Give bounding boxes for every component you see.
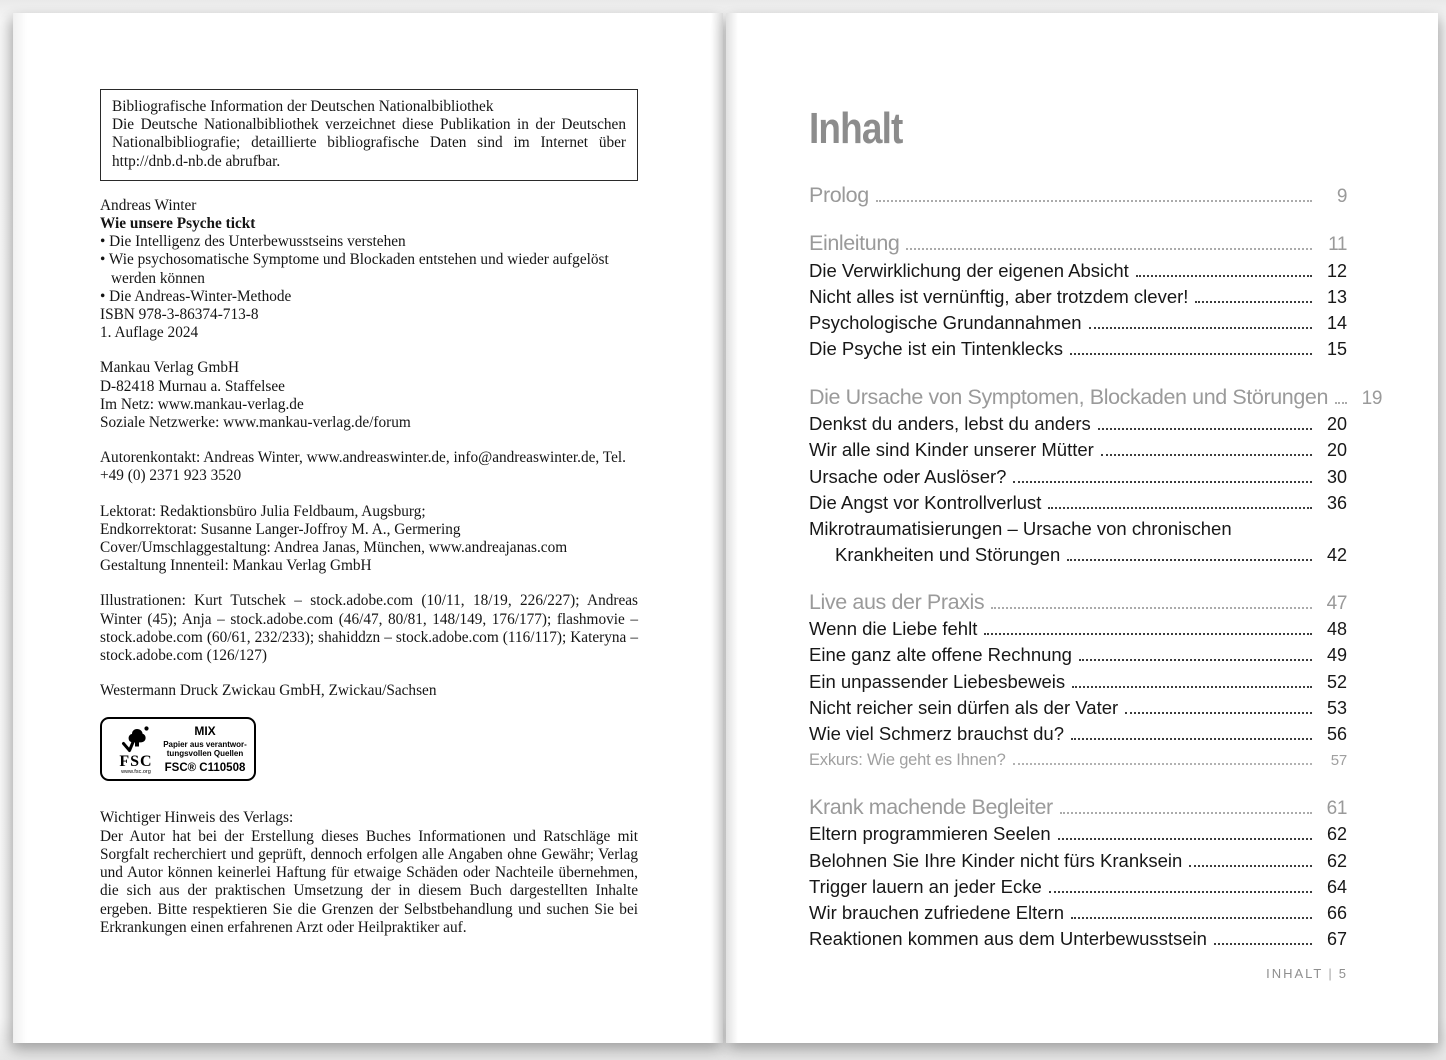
toc-label: Wir brauchen zufriedene Eltern <box>809 902 1065 924</box>
fsc-tree-checkmark-icon <box>110 724 162 754</box>
toc-page-number: 62 <box>1326 824 1347 845</box>
toc-entry <box>809 721 1347 747</box>
publisher-notice-body: Der Autor hat bei der Erstellung dieses Buches Informationen und Ratschläge mit Sorgfalt recherchiert und geprüft, dennoch erfolgen alle Angaben ohne Gewähr; Verlag und Autor können keinerlei Haftung für etwaige Schäden oder Nachteile übernehmen, die sich aus der praktischen Umsetzung der in diesem Buch dargestellten Inhalte ergeben. Bitte respektieren Sie die Grenzen der Selbstbehandlung und suchen Sie bei Erkrankungen einen erfahrenen Arzt oder Heilpraktiker auf. <box>100 827 638 936</box>
toc-label: Die Ursache von Symptomen, Blockaden und Störungen <box>809 384 1329 409</box>
toc-page-number: 62 <box>1326 850 1347 871</box>
dotted-leader <box>984 633 1312 635</box>
editorial-block <box>100 503 638 576</box>
fsc-acronym: FSC <box>119 752 153 770</box>
subtitle-bullet: • Die Intelligenz des Unterbewusstseins verstehen <box>100 233 406 251</box>
illustrations-credits: Illustrationen: Kurt Tutschek – stock.adobe.com (10/11, 18/19, 226/227); Andreas Winter (45); Anja – stock.adobe.com (46/47, 80/81, 148/149, 176/177); flashmovie – stock.adobe.com (60/61, 232/233); shahiddzn – stock.adobe.com (116/117); Kateryna – stock.adobe.com (126/127) <box>100 592 638 665</box>
dotted-leader <box>876 200 1312 202</box>
toc-label: Die Verwirklichung der eigenen Absicht <box>809 259 1129 281</box>
subtitle-bullet: • Wie psychosomatische Symptome und Blockaden entstehen und wieder aufgelöst werden können <box>100 251 609 287</box>
footer-page-number: 5 <box>1338 966 1348 981</box>
toc-page-number: 19 <box>1361 387 1383 409</box>
dotted-leader <box>1013 763 1312 765</box>
publisher-address: D-82418 Murnau a. Staffelsee <box>100 377 285 395</box>
toc-label: Denkst du anders, lebst du anders <box>809 413 1091 435</box>
toc-page-number: 20 <box>1326 414 1347 435</box>
toc-page-number: 61 <box>1326 797 1347 819</box>
dotted-leader <box>1071 738 1312 740</box>
toc-page-number: 36 <box>1326 492 1347 513</box>
toc-entry <box>809 284 1347 310</box>
toc-page-number: 47 <box>1326 592 1347 614</box>
toc-entry <box>809 848 1347 874</box>
bibliographic-info-box <box>100 89 638 181</box>
dotted-leader <box>1214 943 1312 945</box>
footer-separator: | <box>1328 966 1334 981</box>
printer-line: Westermann Druck Zwickau GmbH, Zwickau/Sachsen <box>100 682 437 700</box>
page-footer <box>1266 966 1348 981</box>
toc-entry <box>809 695 1347 721</box>
toc-entry <box>809 926 1347 952</box>
publisher-block <box>100 359 638 432</box>
toc-label: Reaktionen kommen aus dem Unterbewusstsein <box>809 928 1207 950</box>
dotted-leader <box>1101 454 1312 456</box>
toc-label: Psychologische Grundannahmen <box>809 312 1082 334</box>
publisher-notice-title: Wichtiger Hinweis des Verlags: <box>100 809 294 827</box>
toc-page <box>726 13 1438 1043</box>
toc-content <box>809 104 1383 953</box>
dotted-leader <box>1013 481 1312 483</box>
toc-section-einleitung <box>809 231 1347 257</box>
dotted-leader <box>1335 402 1347 404</box>
dotted-leader <box>1067 559 1312 561</box>
toc-entry-wrapped-first-line <box>809 516 1347 541</box>
toc-entry <box>809 874 1347 900</box>
dotted-leader <box>1125 712 1312 714</box>
dotted-leader <box>1189 865 1312 867</box>
dotted-leader <box>1136 275 1312 277</box>
toc-label: Prolog <box>809 183 869 207</box>
editorial-credit-line: Cover/Umschlaggestaltung: Andrea Janas, München, www.andreajanas.com <box>100 539 568 557</box>
dotted-leader <box>1089 327 1312 329</box>
toc-label: Mikrotraumatisierungen – Ursache von chronischen <box>809 518 1232 540</box>
toc-page-number: 30 <box>1326 466 1347 487</box>
publisher-website: Im Netz: www.mankau-verlag.de <box>100 395 304 413</box>
fsc-text-block <box>162 725 248 774</box>
toc-entry <box>809 490 1347 516</box>
toc-page-number: 14 <box>1326 313 1347 334</box>
toc-page-number: 12 <box>1326 260 1347 281</box>
toc-page-number: 42 <box>1326 544 1347 565</box>
toc-label: Eine ganz alte offene Rechnung <box>809 644 1072 666</box>
dotted-leader <box>906 248 1312 250</box>
dotted-leader <box>1072 686 1312 688</box>
toc-page-number: 9 <box>1336 186 1347 207</box>
toc-label: Nicht alles ist vernünftig, aber trotzdem clever! <box>809 285 1189 307</box>
toc-page-number: 49 <box>1326 645 1347 666</box>
fsc-claim <box>162 740 248 758</box>
dotted-leader <box>1060 812 1312 814</box>
toc-entry <box>809 900 1347 926</box>
publisher-social: Soziale Netzwerke: www.mankau-verlag.de/forum <box>100 414 411 432</box>
title-block <box>100 197 638 343</box>
footer-section-label: INHALT <box>1266 966 1324 981</box>
toc-entry <box>809 642 1347 668</box>
toc-label: Wenn die Liebe fehlt <box>809 618 978 640</box>
toc-page-number: 64 <box>1326 876 1347 897</box>
editorial-credit-line: Endkorrektorat: Susanne Langer-Joffroy M. A., Germering <box>100 520 461 538</box>
toc-entry <box>809 821 1347 847</box>
publisher-name: Mankau Verlag GmbH <box>100 359 240 377</box>
toc-label: Live aus der Praxis <box>809 589 985 614</box>
toc-section-begleiter <box>809 795 1347 821</box>
toc-page-number: 20 <box>1326 440 1347 461</box>
toc-entry <box>809 310 1347 336</box>
fsc-license-code: FSC® C110508 <box>164 761 246 774</box>
toc-page-number: 48 <box>1326 619 1347 640</box>
toc-page-number: 67 <box>1326 929 1347 950</box>
toc-label: Exkurs: Wie geht es Ihnen? <box>809 750 1006 769</box>
toc-label: Wie viel Schmerz brauchst du? <box>809 723 1064 745</box>
toc-section-prolog <box>809 183 1347 209</box>
imprint-page <box>13 13 723 1043</box>
fsc-url: www.fsc.org <box>121 768 151 775</box>
toc-label: Eltern programmieren Seelen <box>809 823 1051 845</box>
dotted-leader <box>1058 838 1312 840</box>
toc-excursus-entry <box>809 748 1347 773</box>
bib-info-heading: Bibliografische Information der Deutschen Nationalbibliothek <box>112 98 494 115</box>
toc-label: Die Psyche ist ein Tintenklecks <box>809 338 1063 360</box>
fsc-certification-label <box>100 717 256 781</box>
toc-page-number: 11 <box>1328 234 1347 256</box>
toc-page-number: 53 <box>1326 698 1347 719</box>
isbn-line: ISBN 978-3-86374-713-8 <box>100 306 259 324</box>
toc-label: Belohnen Sie Ihre Kinder nicht fürs Kranksein <box>809 849 1183 871</box>
author-contact: Autorenkontakt: Andreas Winter, www.andreaswinter.de, info@andreaswinter.de, Tel. +49 (0) 2371 923 3520 <box>100 449 626 485</box>
toc-entry <box>809 616 1347 642</box>
author-name: Andreas Winter <box>100 196 197 214</box>
fsc-logo-block <box>110 724 162 775</box>
dotted-leader <box>1195 301 1312 303</box>
toc-page-number: 57 <box>1330 751 1347 769</box>
toc-label: Wir alle sind Kinder unserer Mütter <box>809 439 1094 461</box>
subtitle-bullet: • Die Andreas-Winter-Methode <box>100 287 292 305</box>
toc-label: Krankheiten und Störungen <box>835 543 1061 565</box>
toc-page-number: 56 <box>1326 724 1347 745</box>
publisher-notice <box>100 809 638 936</box>
toc-page-number: 66 <box>1326 903 1347 924</box>
toc-entry <box>809 411 1347 437</box>
editorial-credit-line: Gestaltung Innenteil: Mankau Verlag GmbH <box>100 557 372 575</box>
toc-page-number: 52 <box>1326 671 1347 692</box>
edition-line: 1. Auflage 2024 <box>100 324 199 342</box>
dotted-leader <box>1079 659 1312 661</box>
toc-title: Inhalt <box>809 104 903 153</box>
toc-label: Trigger lauern an jeder Ecke <box>809 875 1042 897</box>
fsc-mix-label: MIX <box>194 723 216 738</box>
imprint-content <box>100 89 638 937</box>
dotted-leader <box>1070 353 1312 355</box>
toc-label: Krank machende Begleiter <box>809 794 1053 819</box>
toc-section-ursache <box>809 384 1383 411</box>
dotted-leader <box>1098 428 1312 430</box>
toc-section-praxis <box>809 590 1347 616</box>
toc-entry <box>809 669 1347 695</box>
toc-page-number: 15 <box>1326 339 1347 360</box>
toc-label: Einleitung <box>809 231 900 256</box>
editorial-credit-line: Lektorat: Redaktionsbüro Julia Feldbaum, Augsburg; <box>100 502 426 520</box>
toc-page-number: 13 <box>1326 286 1347 307</box>
dotted-leader <box>1071 917 1312 919</box>
fsc-claim-line: Papier aus verantwor- <box>163 739 247 749</box>
dotted-leader <box>991 607 1312 609</box>
toc-label: Nicht reicher sein dürfen als der Vater <box>809 697 1119 719</box>
toc-entry-wrapped-second-line <box>809 542 1347 568</box>
toc-label: Ursache oder Auslöser? <box>809 465 1007 487</box>
toc-entry <box>809 258 1347 284</box>
toc-entry <box>809 437 1347 463</box>
toc-entry <box>809 464 1347 490</box>
toc-entry <box>809 336 1347 362</box>
book-title: Wie unsere Psyche tickt <box>100 215 256 233</box>
dotted-leader <box>1049 891 1312 893</box>
toc-label: Ein unpassender Liebesbeweis <box>809 670 1066 692</box>
bib-info-body: Die Deutsche Nationalbibliothek verzeichnet diese Publikation in der Deutschen Nationalbibliografie; detaillierte bibliografische Daten sind im Internet über http://dnb.d-nb.de abrufbar. <box>112 116 626 170</box>
dotted-leader <box>1048 507 1312 509</box>
toc-label: Die Angst vor Kontrollverlust <box>809 491 1042 513</box>
fsc-claim-line: tungsvollen Quellen <box>166 748 244 758</box>
